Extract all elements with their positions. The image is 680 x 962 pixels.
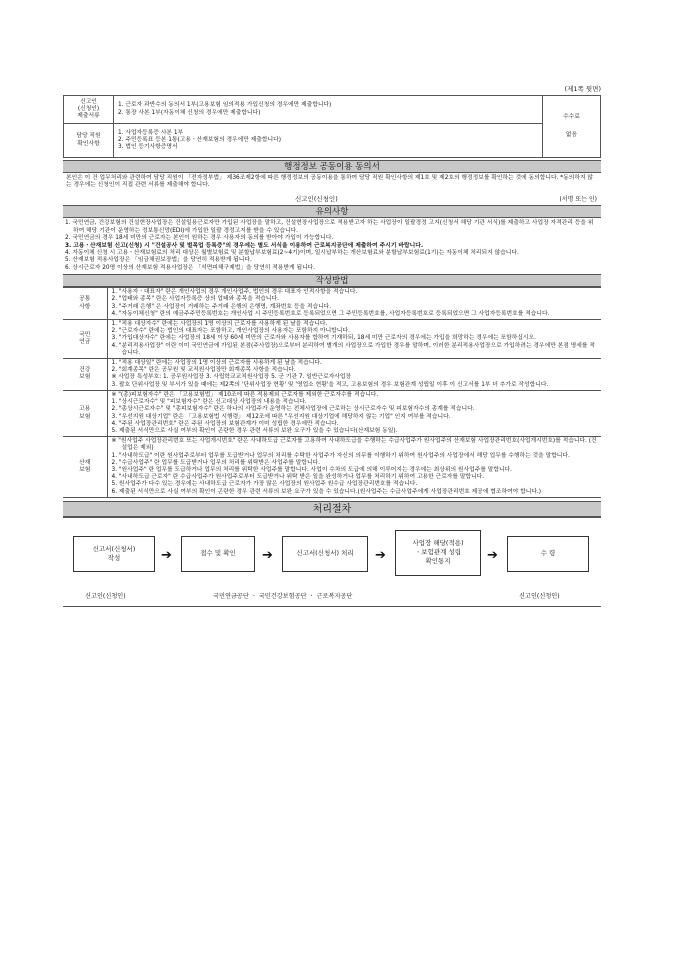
- list-item: 3. 법인 등기사항증명서: [118, 144, 178, 151]
- list-item: 1. "사내하도급" 이란 원사업주로부터 업무를 도급받거나 업무의 처리를 수탁한 사업주가 자신의 의무를 이행하기 위하여 원사업주의 사업장에서 해당 업무를 수행하는 것을 말합니다.: [111, 452, 570, 459]
- section-label: 건강 보험: [63, 359, 107, 391]
- step-write: 신고서(신청서) 작성: [73, 536, 155, 572]
- staff-check-list: [114, 124, 543, 158]
- writing-title: 작성방법: [63, 274, 601, 287]
- list-item: 2. "총상시근로자수" 및 "총피보험자수" 란은 하나의 사업주가 운영하는 전체사업장에 근로하는 상시근로자수 및 피보험자수의 총계를 적습니다.: [111, 406, 475, 413]
- fee-cell: [543, 96, 601, 158]
- section-label: 고용 보험: [63, 390, 107, 436]
- section-body: [107, 390, 601, 436]
- note-item: 2. 국민연금의 경우 18세 미만의 근로자는 본인이 원하는 경우 사용자의 동의를 받아야 가입이 가능합니다.: [65, 235, 334, 242]
- notes-list: [63, 218, 601, 274]
- section-body: [107, 288, 601, 320]
- step-receive: 접수 및 확인: [181, 536, 255, 572]
- list-item: 3. "원사업주" 란 업무를 도급하거나 업무의 처리를 위탁한 사업주를 말합니다. 사업이 수차의 도급에 의해 이루어지는 경우에는 최상위의 원사업주를 말합니다.: [111, 466, 513, 473]
- section-health: [63, 359, 601, 391]
- list-item: 6. 제출된 서식만으로 사실 여부의 확인이 곤란한 경우 관련 서류의 보완 요구가 있을 수 있습니다.(원사업주는 수급사업주에게 사업장관리번호 제공에 협조하여야 합니다.): [111, 488, 542, 495]
- consent-signer-row: [63, 191, 601, 205]
- list-item: 2. 통장 사본 1부(자동이체 신청의 경우에만 제출합니다): [118, 109, 261, 116]
- left-actor-label: 신고인(신청인): [85, 592, 126, 600]
- section-pension: [63, 320, 601, 359]
- list-item: 4. "분리적용사업장" 이란 이미 국민연금에 가입된 본점(주사업장)으로부터 분리하여 별개의 사업장으로 가입한 경우를 말하며, 이러한 분리적용사업장으로 가입하려는 경우에만 본점 명세를 적습니다.: [111, 342, 595, 356]
- arrow-right-icon: ➔: [487, 547, 498, 563]
- list-item: 2. "회계종목" 란은 공무원 및 교직원사업장만 회계종목 사항을 적습니다.: [111, 367, 296, 374]
- section-common: [63, 288, 601, 320]
- step-notify: 사업장 해당(적용) ㆍ보험관계 성립 확인통지: [395, 530, 481, 576]
- list-item: ※ 사업장 특성부호: 1. 공무원사업장 3. 사립학교교직원사업장 5. 군 기관 7. 일반근로자사업장: [111, 374, 352, 381]
- agency-label: 국민연금공단 ㆍ 국민건강보험공단 ㆍ 근로복지공단: [213, 592, 353, 600]
- list-item: ※ "(총)피보험자수" 란은 「고용보험법」 제10조에 따른 적용제외 근로자를 제외한 근로자수를 적습니다.: [111, 391, 379, 398]
- page-tag: (제1쪽 뒷면): [564, 85, 601, 93]
- list-item: 3. "주거래 은행" 은 사업장이 거래하는 주거래 은행의 은행명, 계좌번호 등을 적습니다.: [111, 303, 332, 310]
- list-item: 1. "적용 대상자수" 란에는 사업장의 1명 이상의 근로자를 사용하게 된 날을 적습니다.: [111, 321, 328, 328]
- list-item: 2. "수급사업주" 란 업무를 도급받거나 업무의 처리를 위탁받은 사업주를 말합니다.: [111, 459, 320, 466]
- note-item-bold: 3. 고용ㆍ산재보험 신고(신청) 시 "건설공사 및 벌목업 등록증"의 경우에는 별도 서식을 이용하여 근로복지공단에 제출하여 주시기 바랍니다.: [65, 242, 424, 249]
- list-item: 2. 주민등록표 등본 1통(고용ㆍ산재보험의 경우에만 제출합니다): [118, 136, 281, 143]
- list-item: 4. "자동이체신청" 란의 예금주주민등록번호는 개인사업 시 주민등록번호로 등록되었으면 그 주민등록번호를, 사업자등록번호로 등록되었으면 그 사업자등록번호를 적습니다.: [111, 310, 550, 317]
- list-item: 4. "사내하도급 근로자" 란 수급사업주가 원사업주로부터 도급받거나 위탁 받은 일을 완성하거나 업무를 처리하기 위하여 고용한 근로자를 말합니다.: [111, 474, 485, 481]
- arrow-right-icon: ➔: [161, 547, 172, 563]
- fee-label: 수수료: [563, 114, 580, 121]
- consent-title: 행정정보 공동이용 동의서: [63, 160, 601, 173]
- section-body: [107, 437, 601, 498]
- list-item: 3. "가입대상자수" 란에는 사업장의 18세 이상 60세 미만의 근로자와 사용자를 합하여 기재하되, 18세 미만 근로자의 경우에는 가입을 희망하는 경우에는 포함하십시오.: [111, 335, 536, 342]
- section-body: [107, 320, 601, 359]
- note-item: 4. 자동이체 신청 시 고용ㆍ산재보험료의 처리 대상은 월별보험료 및 분할납부보험료(2~4기)이며, 일시납부하는 개산보험료와 분할납부보험료(1기)는 자동이체 처리되지 않습니다.: [65, 250, 519, 257]
- list-item: 2. "업태와 종목" 란은 사업자등록증 상의 업태와 종목을 적습니다.: [111, 296, 279, 303]
- list-item: 1. 사업자등록증 사본 1부: [118, 129, 184, 136]
- section-industrial: [63, 437, 601, 498]
- list-item: 2. "근로자수" 란에는 법인의 대표자는 포함하고, 개인사업장의 사용자는 포함하지 아니합니다.: [111, 328, 350, 335]
- step-receipt: 수 령: [507, 536, 589, 572]
- section-label: 국민 연금: [63, 320, 107, 359]
- note-item: 6. 상시근로자 20명 이상의 산재보험 적용사업장은 「석면피해구제법」을 당연히 적용받게 됩니다.: [65, 264, 316, 271]
- list-item: 1. "상시근로자수" 및 "피보험자수" 란은 신고대상 사업장의 내용을 적습니다.: [111, 399, 307, 406]
- right-actor-label: 신고인(신청인): [519, 592, 560, 600]
- list-item: 1. 근로자 과반수의 동의서 1부(고용보험 임의적용 가입신청의 경우에만 제출합니다): [118, 102, 332, 109]
- list-item: 3. 괄호 단위사업장 및 부서가 있을 때에는 제2쪽의 '단위사업장 현황' 및 '영업소 현황'을 적고, 고용보험의 경우 보험관계 성립일 이후 이 신고서를 1부 더 추가로 작성합니다.: [111, 381, 549, 388]
- writing-table: [63, 287, 601, 497]
- list-item: 4. "주된 사업장관리번호" 란은 주된 사업장의 보험관계가 이미 성립한 경우에만 적습니다.: [111, 420, 339, 427]
- notes-title: 유의사항: [63, 205, 601, 218]
- list-item: 5. 제출된 서식만으로 사실 여부의 확인이 곤란한 경우 관련 서류의 보완 요구가 있을 수 있습니다(산재보험 동일).: [111, 427, 398, 434]
- consent-text: 본인은 이 건 업무처리와 관련하여 담당 직원이 「전자정부법」 제36조제2항에 따른 행정정보의 공동이용을 통하여 담당 직원 확인사항의 제1호 및 제2호의 행정정보를 확인하는 것에 동의합니다. *동의하지 않는 경우에는 신청인이 직접 관련 서류를 제출해야 합니다.: [66, 175, 593, 189]
- list-item: 1. "사용자ㆍ대표자" 란은 개인사업의 경우 개인사업주, 법인의 경우 대표자 인적사항을 적습니다.: [111, 289, 358, 296]
- note-item: 1. 국민연금, 건강보험의 건설현장사업장은 건설일용근로자만 가입된 사업장을 말하고, 건설현장사업장으로 적용받고자 하는 사업장이 일괄경정 고지(신청서 해당 기관 서식)를 제출하고 사업장 자격관리 등을 위하여 해당 기관이 운영하는 정보통신망(EDI)에 가입한 일괄 경정고지를 받을 수 있습니다.: [65, 220, 594, 234]
- sign-field[interactable]: (서명 또는 인): [559, 196, 597, 204]
- process-title: 처리절차: [63, 501, 601, 517]
- process-flow: [63, 517, 601, 607]
- applicant-docs-label: 신고인 (신청인) 제출서류: [64, 96, 114, 124]
- section-label: 공통 사항: [63, 288, 107, 320]
- section-label: 산재 보험: [63, 437, 107, 498]
- signer-label: 신고인(신청인): [295, 195, 338, 204]
- note-item: 5. 산재보험 적용사업장은 「임금채권보장법」을 당연히 적용받게 됩니다.: [65, 257, 252, 264]
- list-item: 1. "적용 대상일" 란에는 사업장의 1명 이상의 근로자를 사용하게 된 날을 적습니다.: [111, 360, 322, 367]
- form-back-page: [63, 80, 601, 607]
- section-employment: [63, 390, 601, 436]
- list-item: 5. 원사업주가 다수 있는 경우에는 사내하도급 근로자가 가장 많은 사업장의 원사업주 원수급 사업장관리번호를 적습니다.: [111, 481, 418, 488]
- list-item: 3. "우선지원 대상기업" 란은 「고용보험법 시행령」 제12조에 따른 "우선지원 대상기업에 해당하지 않는 기업" 인지 여부를 적습니다.: [111, 413, 451, 420]
- applicant-docs-list: [114, 96, 543, 124]
- arrow-right-icon: ➔: [262, 547, 273, 563]
- list-item: ※ "원사업주 사업장관리번호 또는 사업개시번호" 란은 사내하도급 근로자를 고용하여 사내하도급을 수행하는 수급사업주가 원사업주의 산재보험 사업장관리번호(사업개시번호)를 적습니다. (건설업은 제외): [111, 438, 597, 452]
- fee-value: 없음: [565, 131, 578, 138]
- step-process: 신고서(신청서) 처리: [282, 536, 368, 572]
- arrow-right-icon: ➔: [375, 547, 386, 563]
- section-body: [107, 359, 601, 391]
- staff-check-label: 담당 직원 확인사항: [64, 124, 114, 158]
- attachment-table: [63, 95, 601, 158]
